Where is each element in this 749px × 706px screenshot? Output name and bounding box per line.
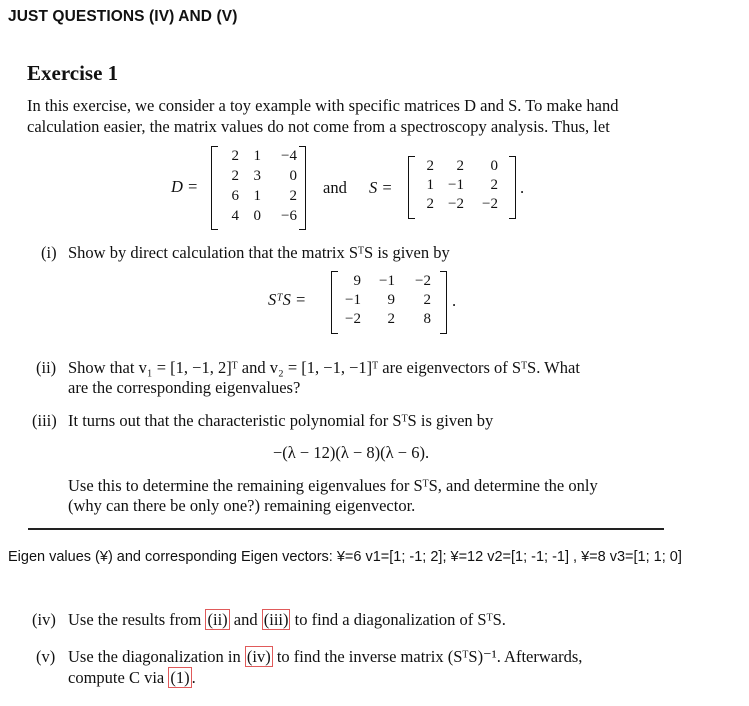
matrix-s: [408, 156, 516, 219]
q3-line-1: It turns out that the characteristic polynomial for SᵀS is given by: [68, 411, 494, 430]
characteristic-polynomial: −(λ − 12)(λ − 8)(λ − 6).: [273, 443, 430, 462]
matrix-s-cell: 2: [426, 158, 434, 174]
ref-link-equation-1[interactable]: (1): [170, 668, 190, 687]
q5-post: to find the inverse matrix (SᵀS)⁻¹. Afterwards,: [276, 647, 583, 666]
matrix-s-cell: −2: [448, 196, 464, 212]
matrix-sts-cell: 8: [423, 311, 431, 327]
q3-line-3: (why can there be only one?) remaining eigenvector.: [68, 496, 416, 515]
q3-line-2: Use this to determine the remaining eigenvalues for SᵀS, and determine the only: [68, 476, 598, 495]
matrix-d-cell: 0: [253, 208, 261, 224]
matrix-s-label: S =: [369, 178, 393, 197]
q1-label: (i): [41, 243, 57, 262]
matrix-d-cell: 0: [289, 168, 297, 184]
ref-link-ii[interactable]: (ii): [207, 610, 228, 629]
q5-label: (v): [36, 647, 56, 666]
matrix-s-cell: −1: [448, 177, 464, 193]
intro-line-1: In this exercise, we consider a toy example with specific matrices D and S. To make hand: [27, 96, 619, 115]
sts-period: .: [452, 291, 457, 310]
intro-line-2: calculation easier, the matrix values do not come from a spectroscopy analysis. Thus, let: [27, 117, 610, 136]
q4-mid: and: [233, 610, 258, 629]
matrix-sts-cell: 9: [353, 273, 361, 289]
matrix-s-cell: 2: [456, 158, 464, 174]
q5-line2-post: .: [191, 668, 196, 687]
matrix-d-cell: 1: [253, 188, 261, 204]
matrix-d-cell: 2: [231, 148, 239, 164]
q3-label: (iii): [32, 411, 57, 430]
q5-line2-pre: compute C via: [68, 668, 165, 687]
matrix-d: [211, 146, 306, 230]
q1-text: Show by direct calculation that the matrix SᵀS is given by: [68, 243, 450, 262]
q4-label: (iv): [32, 610, 56, 629]
q5-pre: Use the diagonalization in: [68, 647, 241, 666]
matrix-sts-cell: −2: [415, 273, 431, 289]
matrix-sts-cell: 2: [423, 292, 431, 308]
divider: [28, 528, 664, 530]
answer-text: Eigen values (¥) and corresponding Eigen vectors: ¥=6 v1=[1; -1; 2]; ¥=12 v2=[1; -1; -1] , ¥=8 v3=[1; 1; 0]: [8, 549, 682, 565]
q2-line-2: are the corresponding eigenvalues?: [68, 378, 301, 397]
matrix-d-cell: 4: [231, 208, 239, 224]
matrix-sts-cell: −1: [379, 273, 395, 289]
matrix-d-cell: 2: [231, 168, 239, 184]
matrix-d-cell: 6: [231, 188, 239, 204]
matrix-d-cell: 3: [253, 168, 261, 184]
matrix-s-cell: 0: [490, 158, 498, 174]
q2-line-1: Show that v₁ = [1, −1, 2]ᵀ and v₂ = [1, −1, −1]ᵀ are eigenvectors of SᵀS. What: [68, 358, 580, 377]
matrix-s-cell: 1: [426, 177, 434, 193]
matrix-period: .: [520, 178, 525, 197]
matrix-sts-cell: 9: [387, 292, 395, 308]
matrix-d-cell: 1: [253, 148, 261, 164]
matrix-d-cell: −6: [281, 208, 297, 224]
matrix-sts: [331, 271, 447, 334]
ref-link-iv[interactable]: (iv): [246, 647, 271, 666]
q5-line-1: [68, 646, 582, 667]
matrix-sts-cell: 2: [387, 311, 395, 327]
q5-line-2: [68, 667, 196, 688]
sts-label: SᵀS =: [268, 290, 307, 309]
ref-link-iii[interactable]: (iii): [263, 610, 289, 629]
matrix-s-cell: −2: [482, 196, 498, 212]
page-heading: JUST QUESTIONS (IV) AND (V): [8, 8, 238, 25]
q2-label: (ii): [36, 358, 57, 377]
matrix-s-cell: 2: [426, 196, 434, 212]
matrix-d-cell: 2: [289, 188, 297, 204]
and-text: and: [323, 178, 347, 197]
matrix-d-label: D =: [171, 177, 199, 196]
q4-text: [68, 609, 506, 630]
exercise-title: Exercise 1: [27, 61, 119, 85]
matrix-sts-cell: −2: [345, 311, 361, 327]
matrix-sts-cell: −1: [345, 292, 361, 308]
matrix-s-cell: 2: [490, 177, 498, 193]
matrix-d-cell: −4: [281, 148, 297, 164]
q4-post: to find a diagonalization of SᵀS.: [294, 610, 506, 629]
q4-pre: Use the results from: [68, 610, 202, 629]
